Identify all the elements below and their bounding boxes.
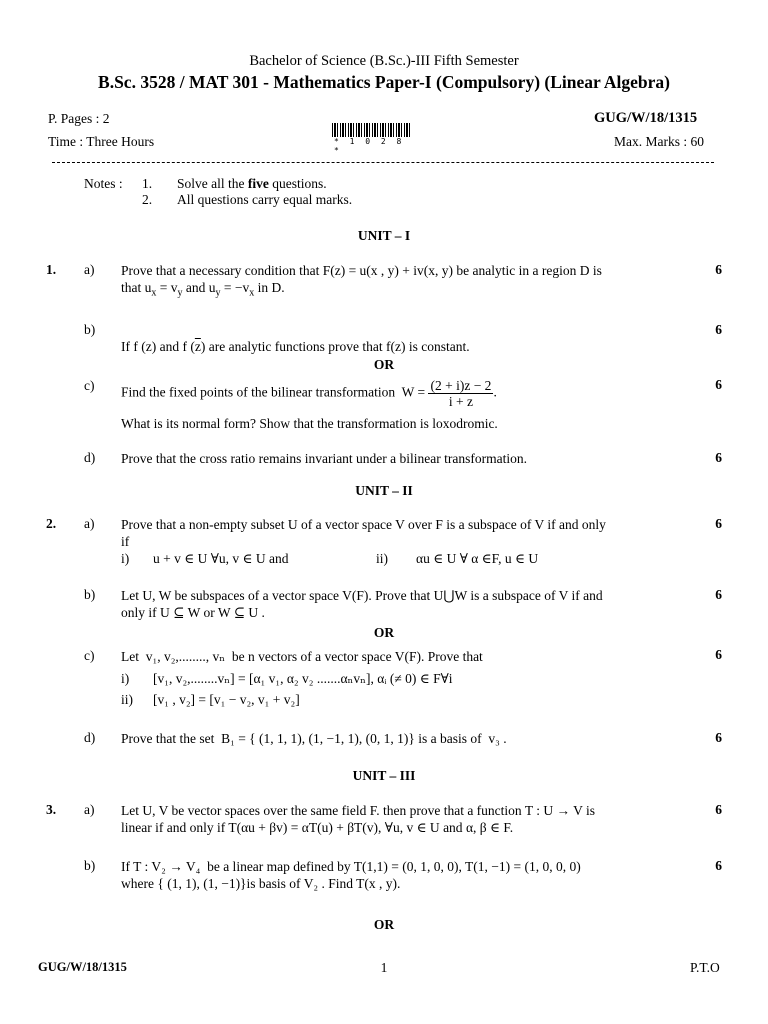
q2d-label: d) [84,730,96,745]
barcode [332,123,412,137]
max-marks: Max. Marks : 60 [614,134,704,149]
note-1-number: 1. [142,176,153,191]
q1a-text: Prove that a necessary condition that F(z) = u(x , y) + iv(x, y) be analytic in a region D is that $u_x = v_y$ and $u_y = -v_x$ in D. [121,263,602,299]
q2c-i-math: [v₁, v₂,........vₙ] = [α₁ v₁, α₂ v₂ .......αₙvₙ], αᵢ (≠ 0) ∈ F∀i [153,671,453,686]
q1a-marks: 6 [715,262,722,277]
please-turn-over: P.T.O [690,960,720,975]
q2c-i-label: i) [121,671,130,686]
or-separator-1: OR [373,357,395,372]
q2b-label: b) [84,587,96,602]
q2c-ii-math: [v₁ , v₂] = [v₁ − v₂, v₁ + v₂] [153,692,300,707]
q2c-label: c) [84,648,95,663]
q2a-text: Prove that a non-empty subset U of a vector space V over F is a subspace of V if and only if [121,517,606,549]
q1b-text: If f (z) and f $(\overline{z})$ are analytic functions prove that f(z) is constant. [121,339,470,354]
q2b-marks: 6 [715,587,722,602]
q2a-i-label: i) [121,551,130,566]
q3b-text: If T : V₂ → V₄ be a linear map defined by T(1,1) = (0, 1, 0, 0), T(1, −1) = (1, 0, 0, 0) where { (1, 1), (1, −1)}is basis of V₂ . Find T(x , y). [121,859,581,891]
q3a-text: Let U, V be vector spaces over the same field F. then prove that a function T : U → V is linear if and only if T(αu + βv) = αT(u) + βT(v), ∀u, v ∈ U and α, β ∈ F. [121,803,595,835]
q1c-label: c) [84,378,95,393]
paper-code: GUG/W/18/1315 [594,110,698,126]
q2c-ii-label: ii) [121,692,133,707]
barcode-number: * 1 0 2 8 * [334,137,405,155]
or-separator-3: OR [373,917,395,932]
q1b-marks: 6 [715,322,722,337]
note-2-number: 2. [142,192,153,207]
page-number: 1 [380,960,388,975]
q2a-ii-math: αu ∈ U ∀ α ∈F, u ∈ U [416,551,539,566]
exam-duration: Time : Three Hours [48,134,155,149]
q2c-marks: 6 [715,647,722,662]
question-3-number: 3. [46,802,57,817]
q1d-text: Prove that the cross ratio remains invariant under a bilinear transformation. [121,451,527,466]
q1a-label: a) [84,262,95,277]
q2a-i-math: u + v ∈ U ∀u, v ∈ U and [153,551,289,566]
q2b-text: Let U, W be subspaces of a vector space V(F). Prove that U⋃W is a subspace of V if and only if U ⊆ W or W ⊆ U . [121,588,603,620]
q1c-text-2: What is its normal form? Show that the transformation is loxodromic. [121,416,498,431]
q2c-text: Let v₁, v₂,........, vₙ be n vectors of a vector space V(F). Prove that [121,649,483,664]
note-1: Solve all the five questions. [177,176,327,191]
footer-paper-code: GUG/W/18/1315 [38,960,127,974]
q3a-marks: 6 [715,802,722,817]
unit-2-heading: UNIT – II [355,483,413,498]
note-2: All questions carry equal marks. [177,192,353,207]
or-separator-2: OR [373,625,395,640]
paper-title: B.Sc. 3528 / MAT 301 - Mathematics Paper-I (Compulsory) (Linear Algebra) [98,72,670,92]
page-count: P. Pages : 2 [48,111,110,126]
header-divider [52,162,714,163]
q2d-text: Prove that the set B₁ = { (1, 1, 1), (1, −1, 1), (0, 1, 1)} is a basis of v₃ . [121,731,507,746]
unit-3-heading: UNIT – III [352,768,416,783]
q1d-label: d) [84,450,96,465]
q2a-marks: 6 [715,516,722,531]
q2a-ii-label: ii) [376,551,388,566]
q2d-marks: 6 [715,730,722,745]
q1b-label: b) [84,322,96,337]
question-2-number: 2. [46,516,57,531]
q3b-label: b) [84,858,96,873]
q1c-fraction: $\frac{(2 + i)z - 2}{i + z}$ [430,378,492,409]
q1c-marks: 6 [715,377,722,392]
question-1-number: 1. [46,262,57,277]
unit-1-heading: UNIT – I [357,228,411,243]
q3b-marks: 6 [715,858,722,873]
notes-label: Notes : [84,176,123,191]
q1d-marks: 6 [715,450,722,465]
q3a-label: a) [84,802,95,817]
exam-program: Bachelor of Science (B.Sc.)-III Fifth Semester [249,53,519,69]
q2a-label: a) [84,516,95,531]
q1c-text: Find the fixed points of the bilinear transformation W = $\frac{(2 + i)z - 2}{i + z}$ . [121,378,497,409]
